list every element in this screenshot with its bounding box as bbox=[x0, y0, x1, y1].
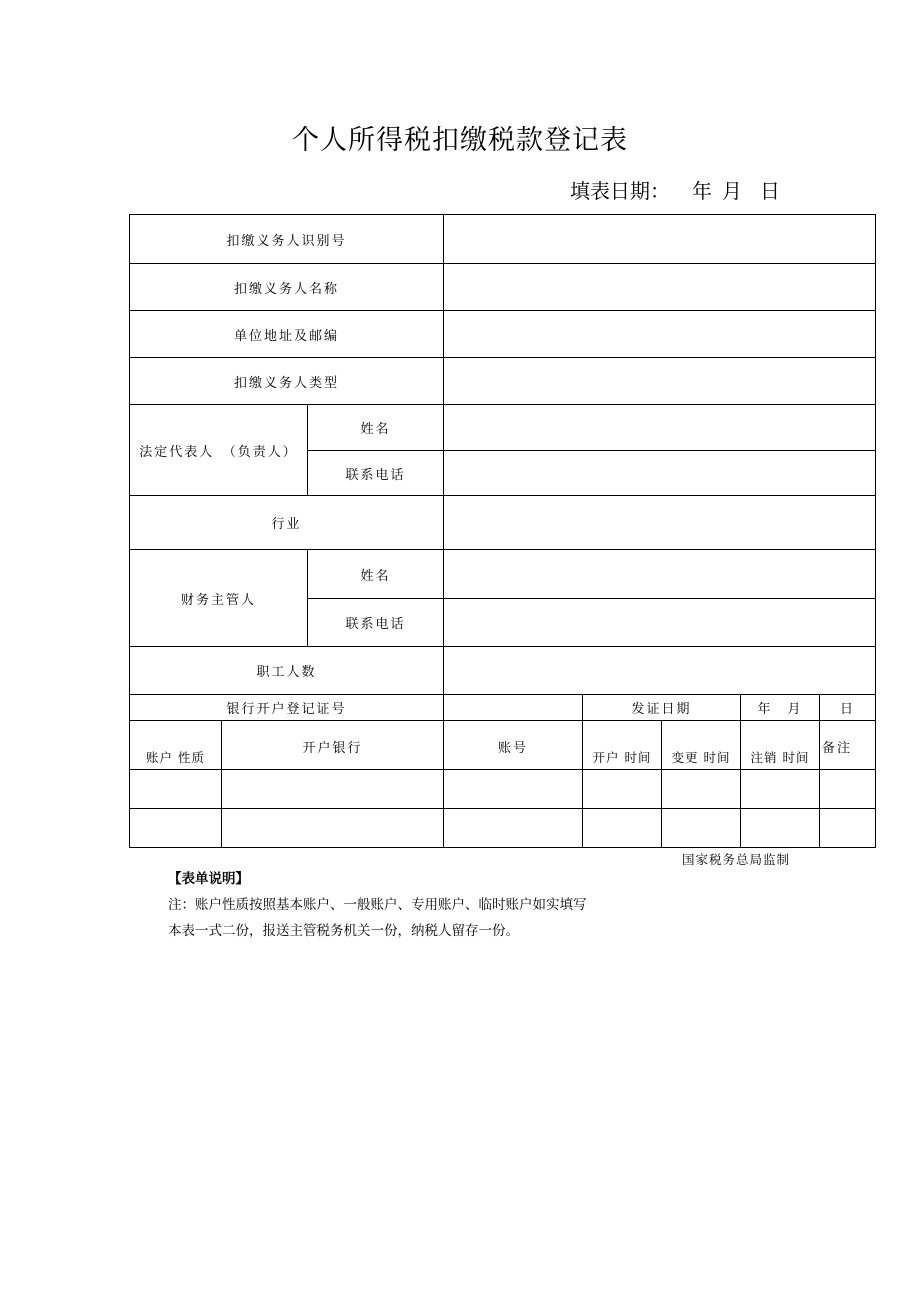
table-row bbox=[130, 809, 876, 848]
withholder-name-label: 扣缴义务人名称 bbox=[130, 264, 444, 311]
close-time-header: 注销 时间 bbox=[741, 721, 820, 770]
finance-head-name-label: 姓名 bbox=[308, 550, 444, 599]
industry-label: 行业 bbox=[130, 496, 444, 550]
issuer-note: 国家税务总局监制 bbox=[681, 852, 790, 867]
legal-rep-name-label: 姓名 bbox=[308, 405, 444, 451]
close-time-cell[interactable] bbox=[741, 809, 820, 848]
open-time-header: 开户 时间 bbox=[583, 721, 662, 770]
address-label: 单位地址及邮编 bbox=[130, 311, 444, 358]
legal-rep-phone-value[interactable] bbox=[444, 451, 876, 496]
account-type-cell[interactable] bbox=[130, 770, 222, 809]
industry-value[interactable] bbox=[444, 496, 876, 550]
bank-name-header: 开户银行 bbox=[222, 721, 444, 770]
legal-rep-label: 法定代表人 （负责人） bbox=[130, 405, 308, 496]
notes-line-1: 注：账户性质按照基本账户、一般账户、专用账户、临时账户如实填写 bbox=[168, 897, 587, 913]
account-no-header: 账号 bbox=[444, 721, 583, 770]
legal-rep-name-value[interactable] bbox=[444, 405, 876, 451]
fill-date-label: 填表日期： bbox=[570, 179, 670, 203]
table-row bbox=[130, 770, 876, 809]
bank-name-cell[interactable] bbox=[222, 770, 444, 809]
finance-head-label: 财务主管人 bbox=[130, 550, 308, 647]
close-time-cell[interactable] bbox=[741, 770, 820, 809]
change-time-header: 变更 时间 bbox=[662, 721, 741, 770]
notes-heading: 【表单说明】 bbox=[168, 871, 249, 887]
withholder-type-value[interactable] bbox=[444, 358, 876, 405]
fill-date bbox=[570, 175, 780, 204]
remark-cell[interactable] bbox=[820, 809, 876, 848]
withholder-type-label: 扣缴义务人类型 bbox=[130, 358, 444, 405]
fill-date-day: 日 bbox=[760, 179, 780, 203]
remark-header: 备注 bbox=[820, 721, 876, 770]
change-time-cell[interactable] bbox=[662, 809, 741, 848]
account-type-header: 账户 性质 bbox=[130, 721, 222, 770]
legal-rep-phone-label: 联系电话 bbox=[308, 451, 444, 496]
account-no-cell[interactable] bbox=[444, 770, 583, 809]
form-title: 个人所得税扣缴税款登记表 bbox=[292, 125, 628, 156]
bank-name-cell[interactable] bbox=[222, 809, 444, 848]
withholder-id-label: 扣缴义务人识别号 bbox=[130, 215, 444, 264]
notes-line-2: 本表一式二份，报送主管税务机关一份，纳税人留存一份。 bbox=[168, 923, 519, 939]
finance-head-name-value[interactable] bbox=[444, 550, 876, 599]
change-time-cell[interactable] bbox=[662, 770, 741, 809]
fill-date-month: 月 bbox=[722, 179, 742, 203]
registration-table bbox=[129, 214, 876, 848]
fill-date-year: 年 bbox=[692, 179, 712, 203]
form-notes bbox=[168, 866, 587, 944]
finance-head-phone-label: 联系电话 bbox=[308, 599, 444, 647]
bank-cert-value[interactable] bbox=[444, 695, 583, 721]
issue-date-year-month: 年 月 bbox=[741, 695, 820, 721]
withholder-name-value[interactable] bbox=[444, 264, 876, 311]
staff-count-value[interactable] bbox=[444, 647, 876, 695]
remark-cell[interactable] bbox=[820, 770, 876, 809]
issue-date-label: 发证日期 bbox=[583, 695, 741, 721]
issue-date-day: 日 bbox=[820, 695, 876, 721]
account-type-cell[interactable] bbox=[130, 809, 222, 848]
bank-cert-label: 银行开户登记证号 bbox=[130, 695, 444, 721]
withholder-id-value[interactable] bbox=[444, 215, 876, 264]
finance-head-phone-value[interactable] bbox=[444, 599, 876, 647]
open-time-cell[interactable] bbox=[583, 770, 662, 809]
open-time-cell[interactable] bbox=[583, 809, 662, 848]
address-value[interactable] bbox=[444, 311, 876, 358]
staff-count-label: 职工人数 bbox=[130, 647, 444, 695]
account-no-cell[interactable] bbox=[444, 809, 583, 848]
